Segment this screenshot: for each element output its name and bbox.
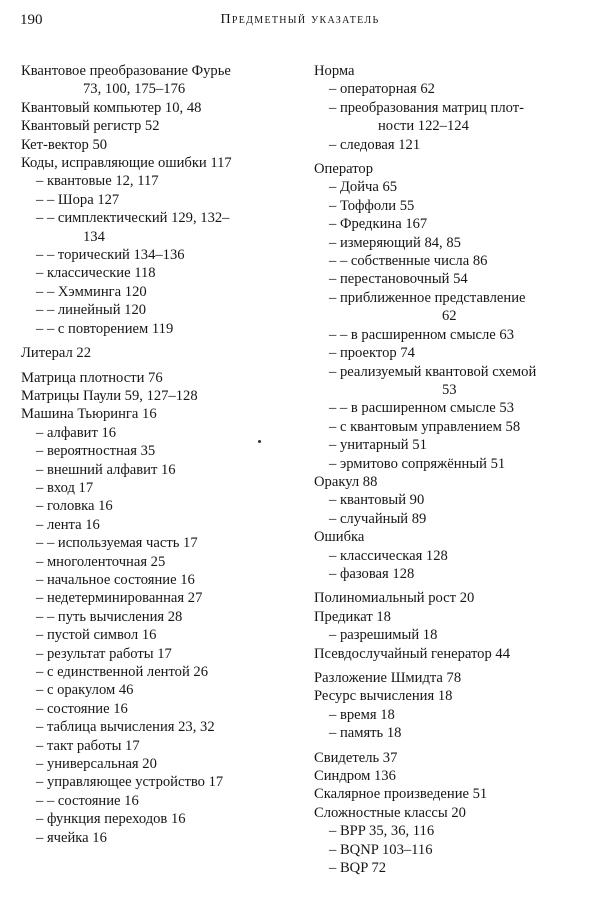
index-subentry: – время 18 xyxy=(329,706,395,723)
index-subentry: – случайный 89 xyxy=(329,510,427,527)
index-subentry: – – Хэмминга 120 xyxy=(36,283,147,300)
index-subentry: – – путь вычисления 28 xyxy=(36,608,183,625)
index-entry: Псевдослучайный генератор 44 xyxy=(314,645,511,662)
index-subentry: – BQP 72 xyxy=(329,860,387,877)
index-subentry: – – в расширенном смысле 53 xyxy=(329,400,515,417)
index-entry: Сложностные классы 20 xyxy=(314,804,466,821)
index-entry: Свидетель 37 xyxy=(314,749,398,766)
index-subentry: – состояние 16 xyxy=(36,700,128,717)
index-subentry: – – линейный 120 xyxy=(36,302,147,319)
index-subentry: – перестановочный 54 xyxy=(329,271,468,288)
index-entry: Литерал 22 xyxy=(21,345,91,362)
index-entry: Синдром 136 xyxy=(314,768,396,785)
index-subentry: – операторная 62 xyxy=(329,81,435,98)
index-subentry: – квантовый 90 xyxy=(329,492,425,509)
index-entry: Полиномиальный рост 20 xyxy=(314,590,475,607)
index-entry: Норма xyxy=(314,63,355,79)
index-subentry: – следовая 121 xyxy=(329,136,421,153)
index-entry: Матрица плотности 76 xyxy=(21,369,163,386)
index-subentry: – ячейка 16 xyxy=(36,829,107,846)
index-subentry: – с оракулом 46 xyxy=(36,682,134,699)
index-subentry: – пустой символ 16 xyxy=(36,627,157,644)
index-subentry: – Фредкина 167 xyxy=(329,216,428,233)
index-subentry: – управляющее устройство 17 xyxy=(36,774,224,791)
index-subentry: – Тоффоли 55 xyxy=(329,197,415,214)
index-subentry: – фазовая 128 xyxy=(329,565,415,582)
index-subentry: – такт работы 17 xyxy=(36,737,140,754)
index-subentry: – многоленточная 25 xyxy=(36,553,166,570)
index-entry-continuation: 134 xyxy=(83,228,105,245)
index-entry: Коды, исправляющие ошибки 117 xyxy=(21,155,232,172)
index-subentry: – – Шора 127 xyxy=(36,191,120,208)
index-subentry: – эрмитово сопряжённый 51 xyxy=(329,455,506,472)
page-title: Предметный указатель xyxy=(220,12,380,27)
index-entry: Скалярное произведение 51 xyxy=(314,786,488,803)
index-subentry: – – торический 134–136 xyxy=(36,247,185,264)
index-subentry: – память 18 xyxy=(329,725,402,742)
page-number: 190 xyxy=(20,12,43,28)
index-column-right xyxy=(314,62,582,877)
index-subentry: – – в расширенном смысле 63 xyxy=(329,326,515,343)
index-subentry: – – используемая часть 17 xyxy=(36,535,198,552)
index-entry-continuation: 53 xyxy=(442,381,457,398)
running-head xyxy=(20,12,580,32)
index-subentry: – разрешимый 18 xyxy=(329,627,438,644)
index-entry: Кет-вектор 50 xyxy=(21,136,108,153)
index-subentry: – внешний алфавит 16 xyxy=(36,461,176,478)
index-entry: Квантовый компьютер 10, 48 xyxy=(21,99,202,116)
index-entry: Квантовый регистр 52 xyxy=(21,118,160,135)
index-subentry: – недетерминированная 27 xyxy=(36,590,203,607)
index-entry: Оракул 88 xyxy=(314,473,378,490)
index-entry: Квантовое преобразование Фурье xyxy=(21,63,231,79)
index-entry-continuation: ности 122–124 xyxy=(378,118,469,135)
index-subentry: – приближенное представление xyxy=(329,289,526,306)
index-subentry: – с единственной лентой 26 xyxy=(36,664,209,680)
index-subentry: – квантовые 12, 117 xyxy=(36,173,159,190)
index-subentry: – головка 16 xyxy=(36,498,113,515)
index-subentry: – начальное состояние 16 xyxy=(36,571,195,588)
print-speck xyxy=(258,440,261,443)
index-subentry: – измеряющий 84, 85 xyxy=(329,234,461,251)
index-entry: Оператор xyxy=(314,161,374,178)
index-subentry: – реализуемый квантовой схемой xyxy=(329,363,537,380)
index-subentry: – алфавит 16 xyxy=(36,424,117,441)
index-entry-continuation: 62 xyxy=(442,308,457,325)
index-subentry: – BPP 35, 36, 116 xyxy=(329,823,435,840)
index-subentry: – Дойча 65 xyxy=(329,179,398,196)
index-entry: Разложение Шмидта 78 xyxy=(314,670,462,686)
index-subentry: – преобразования матриц плот- xyxy=(329,99,524,116)
index-subentry: – – собственные числа 86 xyxy=(329,253,488,270)
index-subentry: – таблица вычисления 23, 32 xyxy=(36,719,215,736)
index-subentry: – BQNP 103–116 xyxy=(329,841,433,858)
index-subentry: – лента 16 xyxy=(36,516,100,533)
index-entry: Ошибка xyxy=(314,529,365,546)
index-subentry: – функция переходов 16 xyxy=(36,811,186,828)
index-subentry: – унитарный 51 xyxy=(329,437,427,454)
index-entry: Машина Тьюринга 16 xyxy=(21,406,157,423)
index-subentry: – вход 17 xyxy=(36,479,94,496)
index-subentry: – классическая 128 xyxy=(329,547,448,564)
index-entry-continuation: 73, 100, 175–176 xyxy=(83,81,186,98)
index-entry: Предикат 18 xyxy=(314,608,391,625)
index-subentry: – универсальная 20 xyxy=(36,756,157,773)
index-subentry: – классические 118 xyxy=(36,265,156,282)
index-subentry: – с квантовым управлением 58 xyxy=(329,418,521,435)
index-subentry: – – состояние 16 xyxy=(36,792,139,809)
index-subentry: – проектор 74 xyxy=(329,345,415,362)
index-entry: Матрицы Паули 59, 127–128 xyxy=(21,387,198,404)
index-subentry: – вероятностная 35 xyxy=(36,443,156,460)
index-subentry: – результат работы 17 xyxy=(36,645,172,662)
index-subentry: – – с повторением 119 xyxy=(36,320,174,337)
index-entry: Ресурс вычисления 18 xyxy=(314,688,453,705)
index-subentry: – – симплектический 129, 132– xyxy=(36,210,230,227)
index-column-left xyxy=(21,62,279,847)
